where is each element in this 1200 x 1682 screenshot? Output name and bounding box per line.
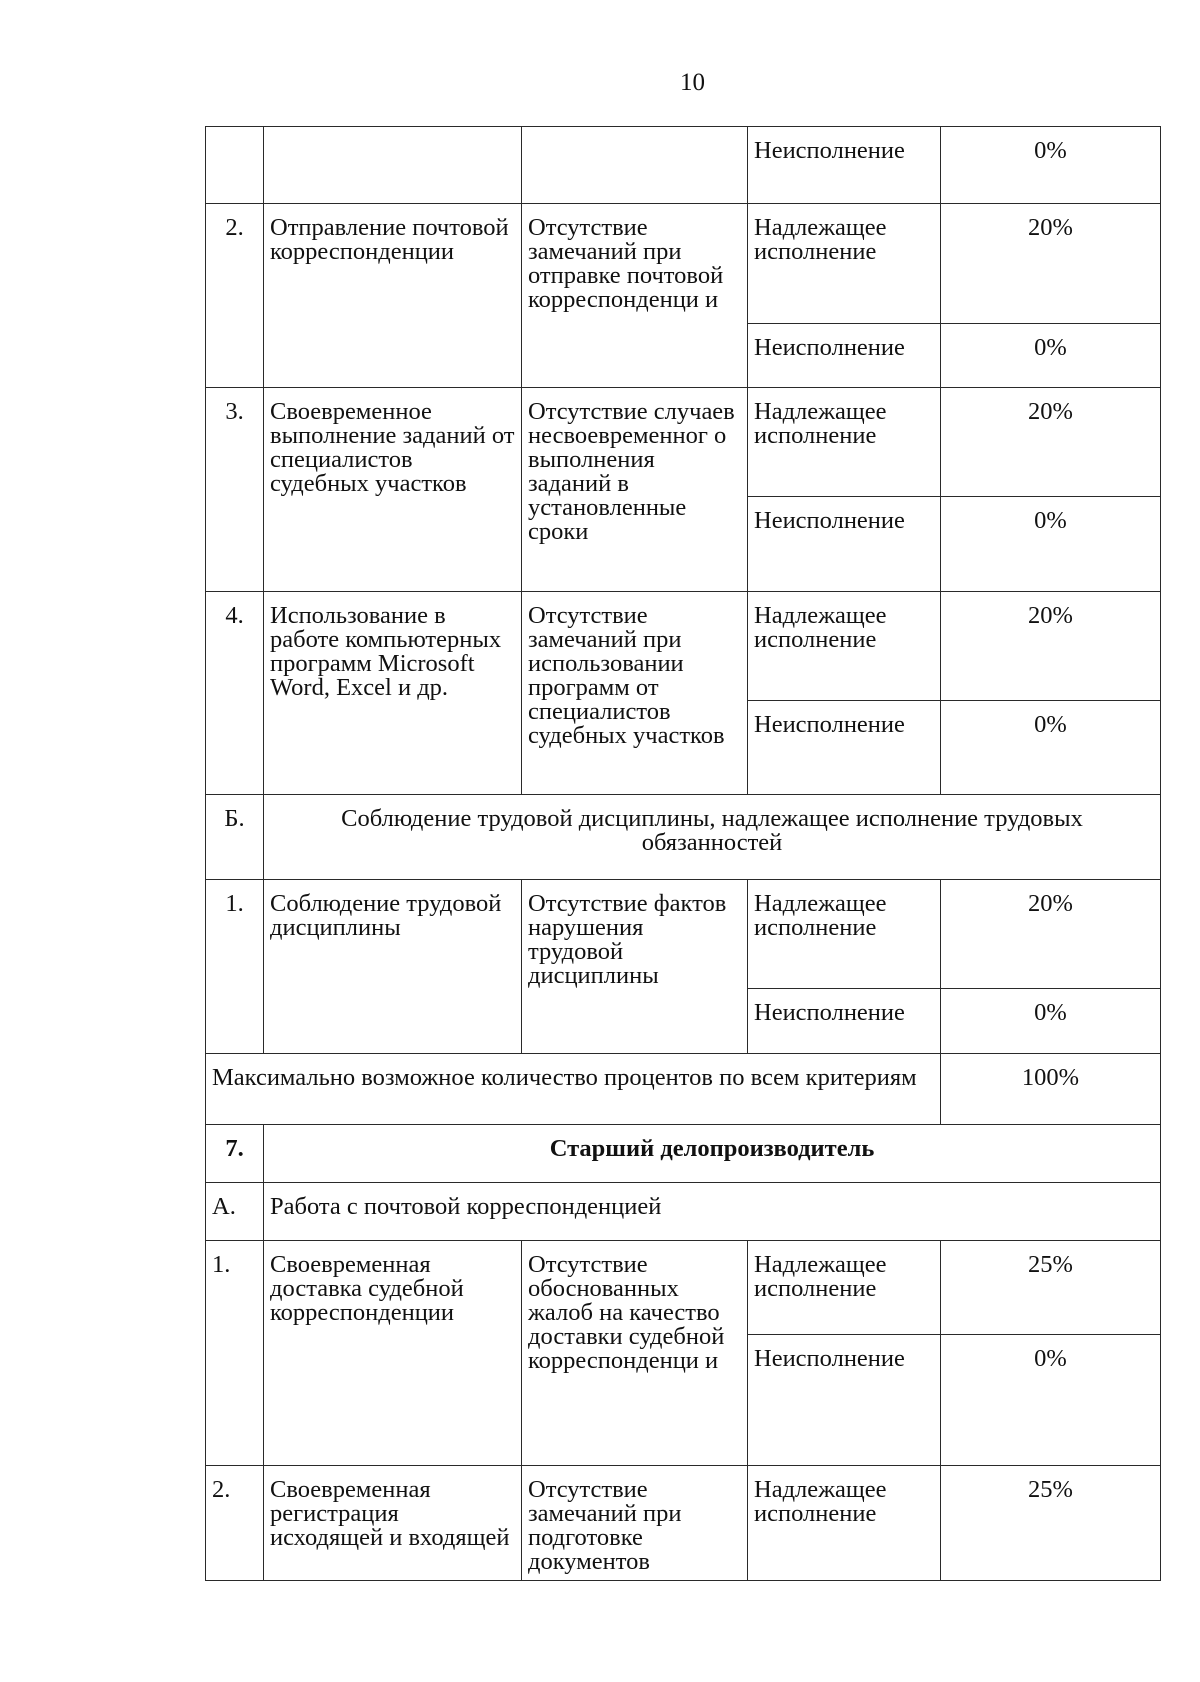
role-title: Старший делопроизводитель xyxy=(264,1125,1161,1183)
percent-cell: 25% xyxy=(941,1241,1161,1335)
table-row xyxy=(206,204,1161,324)
table-row xyxy=(206,880,1161,989)
indicator-cell: Отсутствие замечаний при использовании программ от специалистов судебных участков xyxy=(522,592,748,795)
table-row xyxy=(206,1466,1161,1581)
indicator-cell: Отсутствие замечаний при подготовке документов xyxy=(522,1466,748,1581)
table-row xyxy=(206,592,1161,701)
number-cell: 2. xyxy=(206,204,264,388)
number-cell: 2. xyxy=(206,1466,264,1581)
criterion-cell: Своевременная регистрация исходящей и входящей xyxy=(264,1466,522,1581)
section-header-row xyxy=(206,795,1161,880)
outcome-cell: Неисполнение xyxy=(748,1335,941,1466)
outcome-cell: Неисполнение xyxy=(748,497,941,592)
outcome-cell: Неисполнение xyxy=(748,989,941,1054)
indicator-cell: Отсутствие фактов нарушения трудовой дисциплины xyxy=(522,880,748,1054)
percent-cell: 0% xyxy=(941,989,1161,1054)
criterion-cell: Своевременная доставка судебной корреспонденции xyxy=(264,1241,522,1466)
indicator-cell xyxy=(522,127,748,204)
indicator-cell: Отсутствие обоснованных жалоб на качество доставки судебной корреспонденци и xyxy=(522,1241,748,1466)
table-row xyxy=(206,127,1161,204)
criterion-cell: Использование в работе компьютерных программ Microsoft Word, Excel и др. xyxy=(264,592,522,795)
outcome-cell: Неисполнение xyxy=(748,127,941,204)
page-number: 10 xyxy=(680,69,705,96)
table-row xyxy=(206,388,1161,497)
indicator-cell: Отсутствие замечаний при отправке почтовой корреспонденци и xyxy=(522,204,748,388)
percent-cell: 0% xyxy=(941,324,1161,388)
number-cell xyxy=(206,127,264,204)
number-cell: 4. xyxy=(206,592,264,795)
outcome-cell: Надлежащее исполнение xyxy=(748,388,941,497)
percent-cell: 0% xyxy=(941,497,1161,592)
percent-cell: 20% xyxy=(941,388,1161,497)
section-title: Работа с почтовой корреспонденцией xyxy=(264,1183,1161,1241)
role-header-row xyxy=(206,1125,1161,1183)
indicator-cell: Отсутствие случаев несвоевременног о выполнения заданий в установленные сроки xyxy=(522,388,748,592)
criterion-cell: Своевременное выполнение заданий от специалистов судебных участков xyxy=(264,388,522,592)
total-value: 100% xyxy=(941,1054,1161,1125)
percent-cell: 0% xyxy=(941,701,1161,795)
criterion-cell: Отправление почтовой корреспонденции xyxy=(264,204,522,388)
table-row xyxy=(206,1241,1161,1335)
section-header-row xyxy=(206,1183,1161,1241)
criteria-table xyxy=(205,126,1161,1581)
percent-cell: 20% xyxy=(941,880,1161,989)
role-number: 7. xyxy=(206,1125,264,1183)
percent-cell: 0% xyxy=(941,127,1161,204)
number-cell: 1. xyxy=(206,1241,264,1466)
percent-cell: 0% xyxy=(941,1335,1161,1466)
total-label: Максимально возможное количество процентов по всем критериям xyxy=(206,1054,941,1125)
number-cell: 1. xyxy=(206,880,264,1054)
percent-cell: 25% xyxy=(941,1466,1161,1581)
total-row xyxy=(206,1054,1161,1125)
criterion-cell: Соблюдение трудовой дисциплины xyxy=(264,880,522,1054)
percent-cell: 20% xyxy=(941,592,1161,701)
outcome-cell: Надлежащее исполнение xyxy=(748,1241,941,1335)
outcome-cell: Неисполнение xyxy=(748,324,941,388)
section-letter: Б. xyxy=(206,795,264,880)
criterion-cell xyxy=(264,127,522,204)
outcome-cell: Надлежащее исполнение xyxy=(748,1466,941,1581)
percent-cell: 20% xyxy=(941,204,1161,324)
outcome-cell: Надлежащее исполнение xyxy=(748,204,941,324)
outcome-cell: Неисполнение xyxy=(748,701,941,795)
outcome-cell: Надлежащее исполнение xyxy=(748,592,941,701)
section-letter: А. xyxy=(206,1183,264,1241)
section-title: Соблюдение трудовой дисциплины, надлежащее исполнение трудовых обязанностей xyxy=(264,795,1161,880)
number-cell: 3. xyxy=(206,388,264,592)
outcome-cell: Надлежащее исполнение xyxy=(748,880,941,989)
